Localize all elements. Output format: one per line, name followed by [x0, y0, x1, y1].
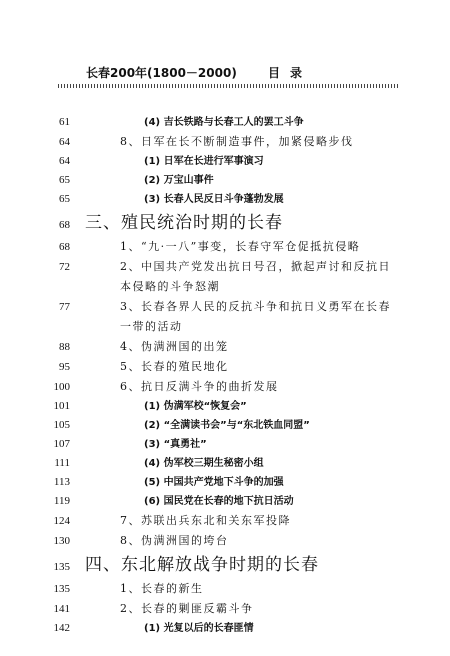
toc-entry-title: (3) “真勇社” — [144, 439, 207, 450]
toc-page-number: 68 — [59, 219, 70, 231]
toc-entry-title: 2、中国共产党发出抗日号召，掀起声讨和反抗日本侵略的斗争怒潮 — [120, 260, 391, 293]
toc-entry-title: (3) 长春人民反日斗争蓬勃发展 — [144, 194, 284, 205]
toc-page-number: 105 — [53, 419, 70, 431]
toc-entry-title: (5) 中国共产党地下斗争的加强 — [144, 477, 284, 488]
toc-page-number: 68 — [59, 241, 70, 253]
toc-page-number: 65 — [59, 193, 70, 205]
toc-page-number: 113 — [53, 476, 70, 488]
toc-page-number: 135 — [53, 561, 70, 573]
toc-chapter-title: 四、东北解放战争时期的长春 — [85, 555, 319, 575]
toc-entry-title: 1、“九·一八”事变，长春守军仓促抵抗侵略 — [120, 240, 361, 253]
toc-entry — [0, 297, 450, 337]
toc-entry-title: 8、日军在长不断制造事件，加紧侵略步伐 — [120, 135, 354, 148]
toc-entry-title: (1) 光复以后的长春匪情 — [144, 623, 254, 634]
toc-page-number: 124 — [53, 515, 70, 527]
section-title: 目录 — [268, 66, 313, 80]
toc-entry — [0, 454, 450, 473]
toc-entry-title: 5、长春的殖民地化 — [120, 360, 229, 373]
toc-chapter — [0, 209, 450, 237]
toc-entry-title: (2) “全满读书会”与“东北铁血同盟” — [144, 420, 310, 431]
toc-entry — [0, 357, 450, 377]
toc-entry-title: 2、长春的剿匪反霸斗争 — [120, 602, 254, 615]
toc-page-number: 64 — [59, 136, 70, 148]
toc-page-number: 101 — [53, 400, 70, 412]
toc-entry-title: 6、抗日反满斗争的曲折发展 — [120, 380, 279, 393]
toc-entry-title: (4) 吉长铁路与长春工人的罢工斗争 — [144, 117, 304, 128]
header-rule — [58, 84, 400, 88]
toc-page-number: 77 — [59, 301, 70, 313]
book-title: 长春200年(1800－2000) — [86, 66, 237, 80]
toc-entry-title: (4) 伪军校三期生秘密小组 — [144, 458, 264, 469]
toc-entry-title: 1、长春的新生 — [120, 582, 204, 595]
toc-entry — [0, 337, 450, 357]
toc-entry — [0, 397, 450, 416]
toc-entry — [0, 511, 450, 531]
toc-entry — [0, 492, 450, 511]
toc-entry — [0, 599, 450, 619]
toc-entry-title: 3、长春各界人民的反抗斗争和抗日义勇军在长春一带的活动 — [120, 300, 391, 333]
toc-page-number: 61 — [59, 116, 70, 128]
toc-entry-title: (6) 国民党在长春的地下抗日活动 — [144, 496, 294, 507]
toc-entry — [0, 435, 450, 454]
toc-entry — [0, 619, 450, 638]
toc-entry — [0, 579, 450, 599]
toc-entry-title: 7、苏联出兵东北和关东军投降 — [120, 514, 291, 527]
toc-entry — [0, 237, 450, 257]
toc-entry — [0, 152, 450, 171]
toc-page-number: 100 — [53, 381, 70, 393]
toc-page-number: 72 — [59, 261, 70, 273]
toc-entry-title: (2) 万宝山事件 — [144, 175, 214, 186]
toc-entry — [0, 377, 450, 397]
toc-chapter-title: 三、殖民统治时期的长春 — [85, 213, 283, 233]
toc-entry-title: 4、伪满洲国的出笼 — [120, 340, 229, 353]
page-header — [86, 64, 386, 82]
toc-page-number: 142 — [53, 622, 70, 634]
toc-entry-title: 8、伪满洲国的垮台 — [120, 534, 229, 547]
toc-entry — [0, 257, 450, 297]
toc-page-number: 107 — [53, 438, 70, 450]
toc-entry — [0, 132, 450, 152]
toc-entry — [0, 416, 450, 435]
toc-page-number: 111 — [54, 457, 70, 469]
toc-entry — [0, 531, 450, 551]
toc-entry — [0, 473, 450, 492]
toc-page-number: 88 — [59, 341, 70, 353]
toc-page-number: 64 — [59, 155, 70, 167]
toc-chapter — [0, 551, 450, 579]
toc-entry — [0, 113, 450, 132]
toc-entry-title: (1) 伪满军校“恢复会” — [144, 401, 247, 412]
toc-page-number: 119 — [53, 495, 70, 507]
table-of-contents — [0, 113, 450, 638]
toc-entry — [0, 190, 450, 209]
toc-entry — [0, 171, 450, 190]
toc-entry-title: (1) 日军在长进行军事演习 — [144, 156, 264, 167]
toc-page-number: 95 — [59, 361, 70, 373]
toc-page-number: 130 — [53, 535, 70, 547]
toc-page-number: 141 — [53, 603, 70, 615]
toc-page-number: 135 — [53, 583, 70, 595]
toc-page-number: 65 — [59, 174, 70, 186]
